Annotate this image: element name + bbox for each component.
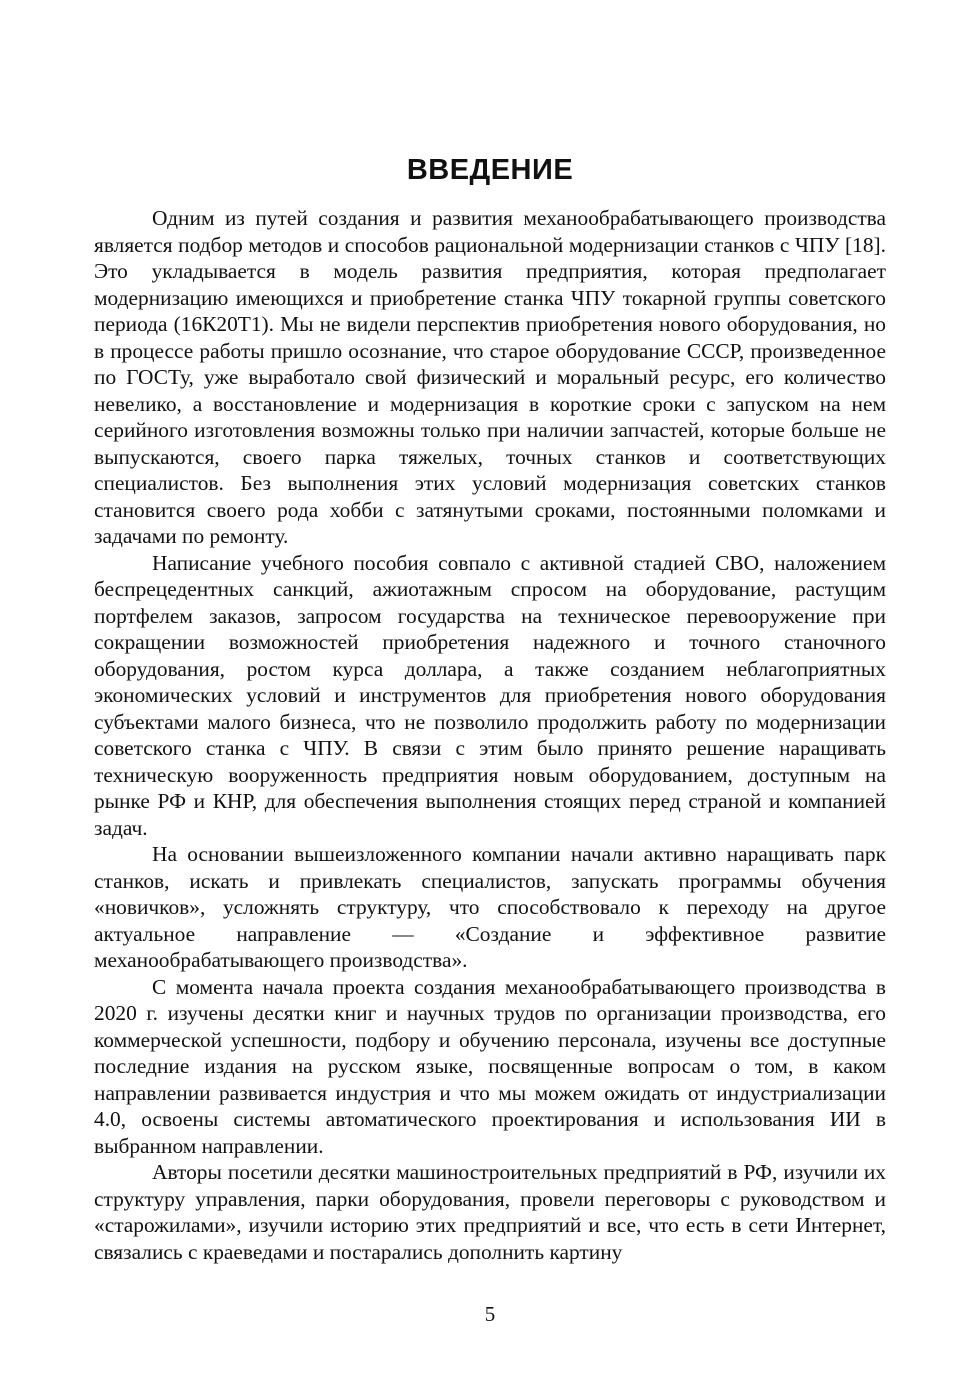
paragraph-1: Одним из путей создания и развития механообрабатывающего производства является подбор методов и способов рациональной модернизации станков с ЧПУ [18]. Это укладывается в модель развития предприятия, которая предполагает модернизацию имеющихся и приобретение станка ЧПУ токарной группы советского периода (16К20Т1). Мы не видели перспектив приобретения нового оборудования, но в процессе работы пришло осознание, что старое оборудование СССР, произведенное по ГОСТу, уже выработало свой физический и моральный ресурс, его количество невелико, а восстановление и модернизация в короткие сроки с запуском на нем серийного изготовления возможны только при наличии запчастей, которые больше не выпускаются, своего парка тяжелых, точных станков и соответствующих специалистов. Без выполнения этих условий модернизация советских станков становится своего рода хобби с затянутыми сроками, постоянными поломками и задачами по ремонту. bbox=[94, 206, 886, 548]
paragraph-3: На основании вышеизложенного компании начали активно наращивать парк станков, искать и привлекать специалистов, запускать программы обучения «новичков», усложнять структуру, что способствовало к переходу на другое актуальное направление — «Создание и эффективное развитие механообрабатывающего производства». bbox=[94, 842, 886, 972]
chapter-heading: ВВЕДЕНИЕ bbox=[406, 154, 574, 186]
paragraph-2: Написание учебного пособия совпало с активной стадией СВО, наложением беспрецедентных санкций, ажиотажным спросом на оборудование, растущим портфелем заказов, запросом государства на техническое перевооружение при сокращении возможностей приобретения надежного и точного станочного оборудования, ростом курса доллара, а также созданием неблагоприятных экономических условий и инструментов для приобретения нового оборудования субъектами малого бизнеса, что не позволило продолжить работу по модернизации советского станка с ЧПУ. В связи с этим было принято решение наращивать техническую вооруженность предприятия новым оборудованием, доступным на рынке РФ и КНР, для обеспечения выполнения стоящих перед страной и компанией задач. bbox=[94, 550, 886, 840]
paragraph-5: Авторы посетили десятки машиностроительных предприятий в РФ, изучили их структуру управления, парки оборудования, провели переговоры с руководством и «старожилами», изучили историю этих предприятий и все, что есть в сети Интернет, связались с краеведами и постарались дополнить картину bbox=[94, 1160, 886, 1264]
paragraph-4: С момента начала проекта создания механообрабатывающего производства в 2020 г. изучены десятки книг и научных трудов по организации производства, его коммерческой успешности, подбору и обучению персонала, изучены все доступные последние издания на русском языке, посвященные вопросам о том, в каком направлении развивается индустрия и что мы можем ожидать от индустриализации 4.0, освоены системы автоматического проектирования и использования ИИ в выбранном направлении. bbox=[94, 974, 886, 1158]
page-number: 5 bbox=[484, 1302, 496, 1326]
body-text bbox=[94, 205, 886, 1265]
